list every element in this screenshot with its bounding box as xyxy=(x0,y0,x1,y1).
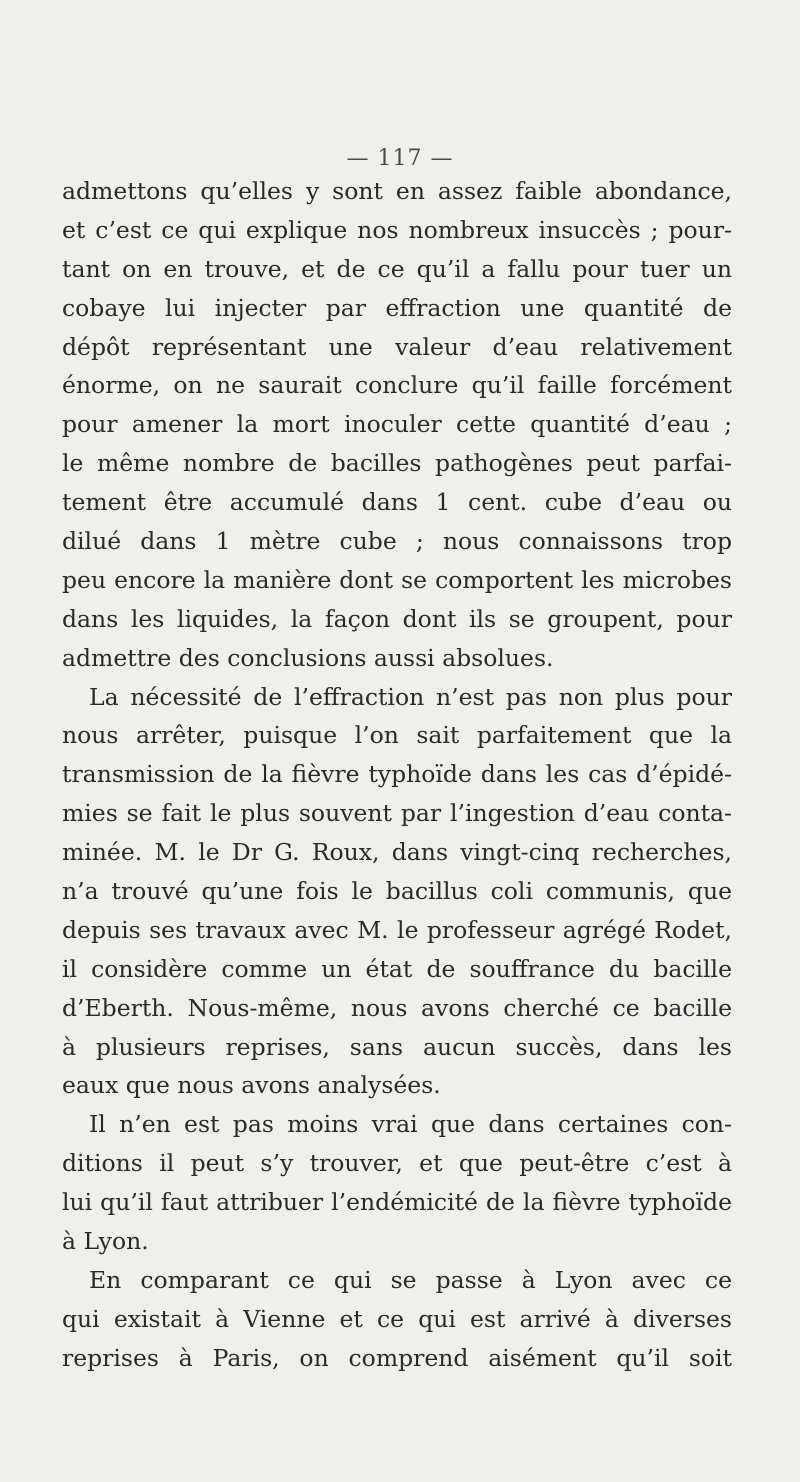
body-text xyxy=(62,172,732,1378)
text-line: peu encore la manière dont se comportent les microbes xyxy=(62,565,732,594)
text-line: dépôt représentant une valeur d’eau relativement xyxy=(62,332,732,361)
text-line: La nécessité de l’effraction n’est pas non plus pour xyxy=(89,682,732,711)
text-line: à plusieurs reprises, sans aucun succès, dans les xyxy=(62,1032,732,1061)
text-line: pour amener la mort inoculer cette quantité d’eau ; xyxy=(62,410,732,439)
text-line: ditions il peut s’y trouver, et que peut-être c’est à xyxy=(62,1149,732,1178)
text-line: n’a trouvé qu’une fois le bacillus coli communis, que xyxy=(62,877,732,906)
text-line: admettre des conclusions aussi absolues. xyxy=(62,643,554,672)
text-line: Il n’en est pas moins vrai que dans certaines con- xyxy=(89,1110,732,1139)
text-line: reprises à Paris, on comprend aisément qu’il soit xyxy=(62,1343,732,1372)
text-line: et c’est ce qui explique nos nombreux insuccès ; pour- xyxy=(62,215,732,244)
text-line: dans les liquides, la façon dont ils se groupent, pour xyxy=(62,604,732,633)
text-line: dilué dans 1 mètre cube ; nous connaissons trop xyxy=(62,527,732,556)
text-line: depuis ses travaux avec M. le professeur agrégé Rodet, xyxy=(62,915,732,944)
text-line: admettons qu’elles y sont en assez faible abondance, xyxy=(62,177,732,205)
text-line: il considère comme un état de souffrance du bacille xyxy=(62,954,732,983)
text-line: tant on en trouve, et de ce qu’il a fallu pour tuer un xyxy=(62,254,732,283)
text-line: tement être accumulé dans 1 cent. cube d’eau ou xyxy=(62,488,732,517)
text-line: le même nombre de bacilles pathogènes peut parfai- xyxy=(62,449,732,478)
text-line: mies se fait le plus souvent par l’ingestion d’eau conta- xyxy=(62,799,732,828)
text-line: nous arrêter, puisque l’on sait parfaitement que la xyxy=(62,721,732,750)
text-line: minée. M. le Dr G. Roux, dans vingt-cinq recherches, xyxy=(62,838,732,867)
text-line: eaux que nous avons analysées. xyxy=(62,1071,441,1100)
text-line: En comparant ce qui se passe à Lyon avec ce xyxy=(89,1265,732,1294)
text-line: à Lyon. xyxy=(62,1227,149,1256)
text-line: cobaye lui injecter par effraction une quantité de xyxy=(62,293,732,322)
text-line: d’Eberth. Nous-même, nous avons cherché ce bacille xyxy=(62,993,732,1022)
text-line: lui qu’il faut attribuer l’endémicité de la fièvre typhoïde xyxy=(62,1188,732,1217)
page-number: — 117 — xyxy=(346,146,454,171)
text-line: énorme, on ne saurait conclure qu’il faille forcément xyxy=(62,371,732,400)
text-line: qui existait à Vienne et ce qui est arrivé à diverses xyxy=(62,1304,732,1333)
text-line: transmission de la fièvre typhoïde dans les cas d’épidé- xyxy=(62,760,732,789)
